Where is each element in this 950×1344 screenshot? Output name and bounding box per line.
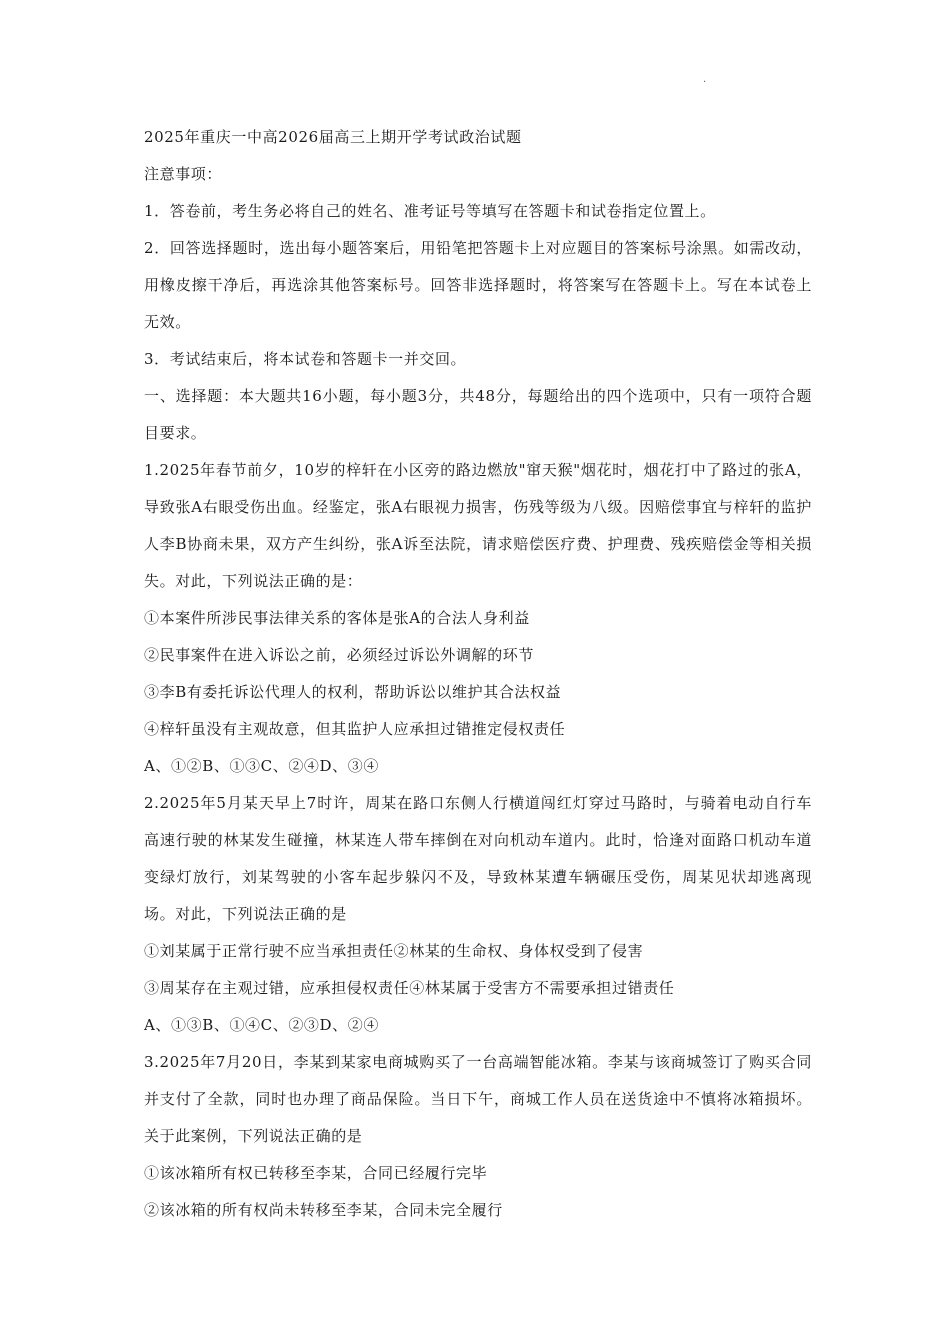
page-marker-dot: . bbox=[703, 74, 707, 85]
question-1-statement-1: ①本案件所涉民事法律关系的客体是张A的合法人身利益 bbox=[144, 609, 530, 627]
question-3-statement-1: ①该冰箱所有权已转移至李某，合同已经履行完毕 bbox=[144, 1164, 488, 1182]
question-1-statement-4: ④梓轩虽没有主观故意，但其监护人应承担过错推定侵权责任 bbox=[144, 720, 566, 738]
notice-heading: 注意事项： bbox=[144, 165, 223, 183]
question-1-options: A、①②B、①③C、②④D、③④ bbox=[144, 757, 379, 775]
exam-title: 2025年重庆一中高2026届高三上期开学考试政治试题 bbox=[144, 128, 522, 146]
exam-page bbox=[144, 119, 812, 1229]
question-2-options: A、①③B、①④C、②③D、②④ bbox=[144, 1016, 379, 1034]
question-2-statements-3-4: ③周某存在主观过错，应承担侵权责任④林某属于受害方不需要承担过错责任 bbox=[144, 979, 675, 997]
question-1-statement-3: ③李B有委托诉讼代理人的权利，帮助诉讼以维护其合法权益 bbox=[144, 683, 562, 701]
notice-item-3: 3．考试结束后，将本试卷和答题卡一并交回。 bbox=[144, 350, 467, 368]
question-3-stem: 3.2025年7月20日，李某到某家电商城购买了一台高端智能冰箱。李某与该商城签订了购买合同并支付了全款，同时也办理了商品保险。当日下午，商城工作人员在送货途中不慎将冰箱损坏。关于此案例，下列说法正确的是 bbox=[144, 1053, 812, 1145]
question-2-statements-1-2: ①刘某属于正常行驶不应当承担责任②林某的生命权、身体权受到了侵害 bbox=[144, 942, 644, 960]
question-2-stem: 2.2025年5月某天早上7时许，周某在路口东侧人行横道闯红灯穿过马路时，与骑着电动自行车高速行驶的林某发生碰撞，林某连人带车摔倒在对向机动车道内。此时，恰逢对面路口机动车道变绿灯放行，刘某驾驶的小客车起步躲闪不及，导致林某遭车辆碾压受伤，周某见状却逃离现场。对此，下列说法正确的是 bbox=[144, 794, 812, 923]
question-1-stem: 1.2025年春节前夕，10岁的梓轩在小区旁的路边燃放"窜天猴"烟花时，烟花打中了路过的张A，导致张A右眼受伤出血。经鉴定，张A右眼视力损害，伤残等级为八级。因赔偿事宜与梓轩的监护人李B协商未果，双方产生纠纷，张A诉至法院，请求赔偿医疗费、护理费、残疾赔偿金等相关损失。对此，下列说法正确的是： bbox=[144, 461, 812, 590]
question-1-statement-2: ②民事案件在进入诉讼之前，必须经过诉讼外调解的环节 bbox=[144, 646, 535, 664]
notice-item-2: 2．回答选择题时，选出每小题答案后，用铅笔把答题卡上对应题目的答案标号涂黑。如需改动，用橡皮擦干净后，再选涂其他答案标号。回答非选择题时，将答案写在答题卡上。写在本试卷上无效。 bbox=[144, 239, 812, 331]
notice-item-1: 1．答卷前，考生务必将自己的姓名、准考证号等填写在答题卡和试卷指定位置上。 bbox=[144, 202, 716, 220]
question-3-statement-2: ②该冰箱的所有权尚未转移至李某，合同未完全履行 bbox=[144, 1201, 503, 1219]
section-heading-choice: 一、选择题：本大题共16小题，每小题3分，共48分，每题给出的四个选项中，只有一项符合题目要求。 bbox=[144, 387, 812, 442]
